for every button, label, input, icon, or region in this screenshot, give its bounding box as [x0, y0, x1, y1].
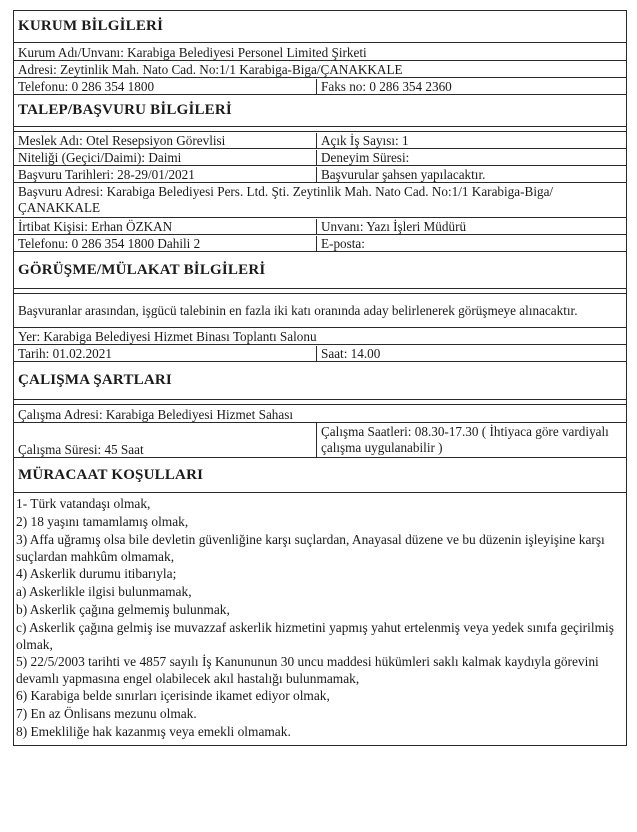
muracaat-item-4a: a) Askerlikle ilgisi bulunmamak,	[16, 584, 192, 599]
kurum-adres: Adresi: Zeytinlik Mah. Nato Cad. No:1/1 Karabiga-Biga/ÇANAKKALE	[18, 62, 403, 77]
row-gorusme-aciklama	[14, 294, 626, 328]
irtibat-kisisi: İrtibat Kişisi: Erhan ÖZKAN	[14, 219, 317, 234]
muracaat-item-6: 6) Karabiga belde sınırları içerisinde ikamet ediyor olmak,	[16, 688, 330, 703]
muracaat-item-4: 4) Askerlik durumu itibarıyla;	[16, 566, 177, 581]
talep-telefon: Telefonu: 0 286 354 1800 Dahili 2	[14, 236, 317, 251]
muracaat-item-4c: c) Askerlik çağına gelmiş ise muvazzaf askerlik hizmetini yapmış yahut ertelenmiş veya yedek sınıfa geçirilmiş olmak,	[16, 620, 614, 652]
gorusme-saat: Saat: 14.00	[321, 346, 381, 361]
acik-is-sayisi: Açık İş Sayısı: 1	[321, 133, 409, 148]
kurum-adi: Kurum Adı/Unvanı: Karabiga Belediyesi Personel Limited Şirketi	[18, 45, 367, 60]
kurum-faks: Faks no: 0 286 354 2360	[321, 79, 452, 94]
muracaat-list	[14, 493, 626, 746]
row-basvuru-adresi	[14, 183, 626, 218]
row-irtibat	[14, 218, 626, 235]
row-kurum-adres	[14, 61, 626, 78]
muracaat-item-4b: b) Askerlik çağına gelmemiş bulunmak,	[16, 602, 230, 617]
niteligi: Niteliği (Geçici/Daimi): Daimi	[14, 150, 317, 165]
section-title-gorusme: GÖRÜŞME/MÜLAKAT BİLGİLERİ	[18, 261, 266, 278]
gorusme-tarih: Tarih: 01.02.2021	[14, 346, 317, 361]
talep-eposta: E-posta:	[321, 236, 365, 251]
section-title-talep: TALEP/BAŞVURU BİLGİLERİ	[18, 102, 232, 118]
muracaat-item-3: 3) Affa uğramış olsa bile devletin güvenliğine karşı suçlardan, Anayasal düzene ve bu düzenin işleyişine karşı suçlardan mahkûm olmamak,	[16, 532, 605, 564]
muracaat-item-8: 8) Emekliliğe hak kazanmış veya emekli olmamak.	[16, 724, 291, 739]
meslek-adi: Meslek Adı: Otel Resepsiyon Görevlisi	[14, 133, 317, 148]
section-header-talep	[14, 95, 626, 127]
muracaat-item-5: 5) 22/5/2003 tarihti ve 4857 sayılı İş Kanununun 30 uncu maddesi hükümleri saklı kalmak kaydıyla görevini devamlı yapmasına engel olabilecek akıl hastalığı bulunmamak,	[16, 654, 599, 686]
section-title-calisma: ÇALIŞMA ŞARTLARI	[18, 372, 172, 388]
row-kurum-adi	[14, 43, 626, 61]
irtibat-unvani: Unvanı: Yazı İşleri Müdürü	[321, 219, 467, 234]
section-header-muracaat	[14, 458, 626, 493]
muracaat-item-7: 7) En az Önlisans mezunu olmak.	[16, 706, 197, 721]
row-calisma-adres	[14, 405, 626, 423]
section-title-kurum: KURUM BİLGİLERİ	[18, 18, 164, 34]
calisma-suresi: Çalışma Süresi: 45 Saat	[18, 442, 144, 457]
calisma-saatleri: Çalışma Saatleri: 08.30-17.30 ( İhtiyaca göre vardiyalı çalışma uygulanabilir )	[321, 424, 609, 455]
section-header-calisma	[14, 362, 626, 400]
section-title-muracaat: MÜRACAAT KOŞULLARI	[18, 466, 204, 483]
basvuru-adresi: Başvuru Adresi: Karabiga Belediyesi Pers. Ltd. Şti. Zeytinlik Mah. Nato Cad. No:1/1 Karabiga-Biga/ÇANAKKALE	[18, 184, 554, 215]
muracaat-item-2: 2) 18 yaşını tamamlamış olmak,	[16, 514, 189, 529]
basvuru-tarihleri: Başvuru Tarihleri: 28-29/01/2021	[14, 167, 317, 182]
section-header-kurum	[14, 11, 626, 43]
row-calisma-sure	[14, 423, 626, 458]
row-gorusme-yer	[14, 328, 626, 345]
deneyim-suresi: Deneyim Süresi:	[321, 150, 410, 165]
gorusme-aciklama: Başvuranlar arasından, işgücü talebinin en fazla iki katı oranında aday belirlenerek görüşmeye alınacaktır.	[18, 302, 578, 318]
row-kurum-iletisim	[14, 78, 626, 95]
row-meslek	[14, 132, 626, 149]
job-posting-form	[13, 10, 627, 746]
muracaat-item-1: 1- Türk vatandaşı olmak,	[16, 496, 151, 511]
row-gorusme-zaman	[14, 345, 626, 362]
row-talep-iletisim	[14, 235, 626, 252]
kurum-telefon: Telefonu: 0 286 354 1800	[14, 79, 317, 94]
basvuru-sahsen: Başvurular şahsen yapılacaktır.	[321, 167, 486, 182]
calisma-suresi-cell	[14, 423, 317, 457]
gorusme-yer: Yer: Karabiga Belediyesi Hizmet Binası Toplantı Salonu	[18, 329, 317, 344]
row-nitelik	[14, 149, 626, 166]
calisma-adresi: Çalışma Adresi: Karabiga Belediyesi Hizmet Sahası	[18, 407, 294, 422]
row-basvuru-tarihleri	[14, 166, 626, 183]
section-header-gorusme	[14, 252, 626, 289]
